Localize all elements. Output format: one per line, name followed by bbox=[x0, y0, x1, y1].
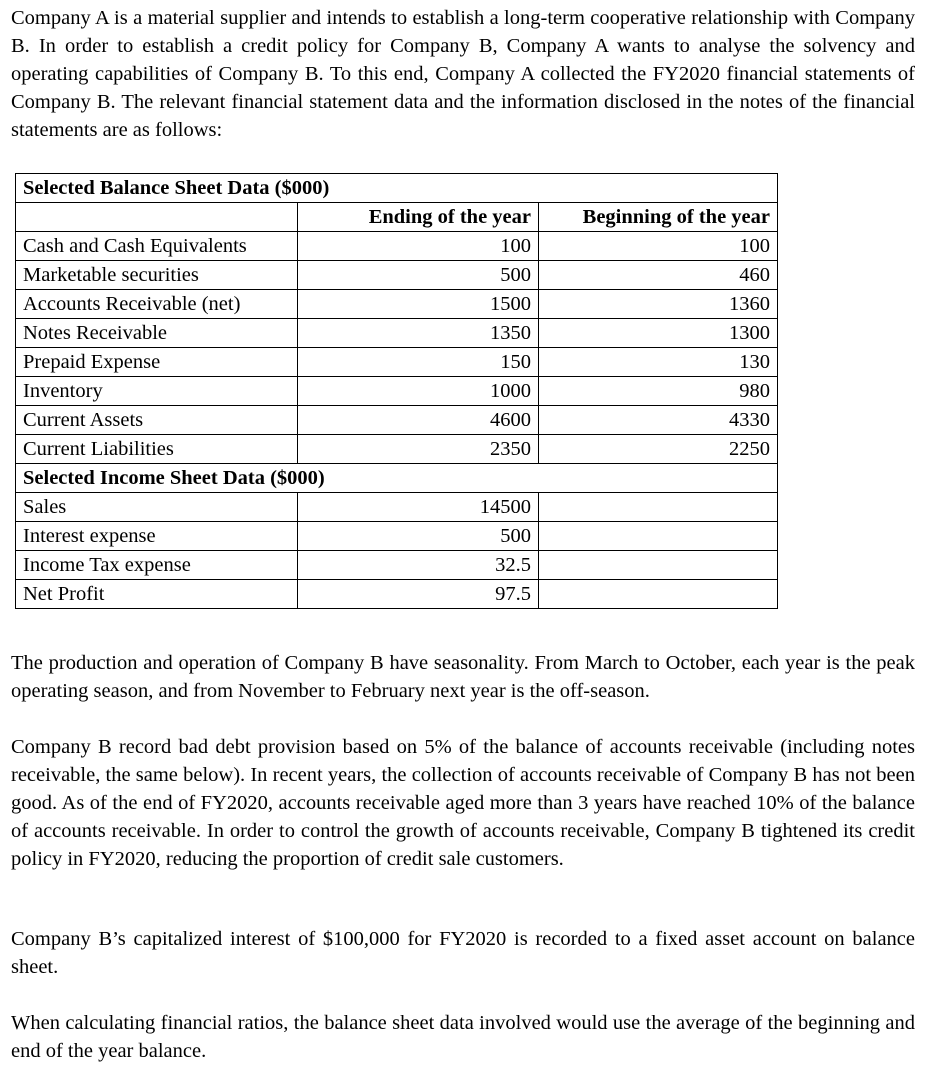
row-label: Inventory bbox=[16, 377, 298, 406]
balance-sheet-title-row bbox=[16, 174, 778, 203]
income-sheet-title-row bbox=[16, 464, 778, 493]
end-value: 4600 bbox=[298, 406, 539, 435]
table-row bbox=[16, 435, 778, 464]
row-label: Marketable securities bbox=[16, 261, 298, 290]
table-row bbox=[16, 348, 778, 377]
row-label: Notes Receivable bbox=[16, 319, 298, 348]
end-value: 150 bbox=[298, 348, 539, 377]
table-row bbox=[16, 290, 778, 319]
table-row bbox=[16, 377, 778, 406]
intro-paragraph: Company A is a material supplier and intends to establish a long-term cooperative relationship with Company B. In order to establish a credit policy for Company B, Company A wants to analyse the solvency and operating capabilities of Company B. To this end, Company A collected the FY2020 financial statements of Company B. The relevant financial statement data and the information disclosed in the notes of the financial statements are as follows: bbox=[11, 7, 915, 141]
row-label: Sales bbox=[16, 493, 298, 522]
table-row bbox=[16, 493, 778, 522]
end-value: 500 bbox=[298, 261, 539, 290]
header-blank-cell bbox=[16, 203, 298, 232]
end-value: 100 bbox=[298, 232, 539, 261]
income-value: 32.5 bbox=[298, 551, 539, 580]
income-value: 500 bbox=[298, 522, 539, 551]
begin-value: 460 bbox=[539, 261, 778, 290]
income-value: 97.5 bbox=[298, 580, 539, 609]
begin-value: 2250 bbox=[539, 435, 778, 464]
table-row bbox=[16, 319, 778, 348]
begin-value: 4330 bbox=[539, 406, 778, 435]
table-row bbox=[16, 551, 778, 580]
row-label: Cash and Cash Equivalents bbox=[16, 232, 298, 261]
row-label: Accounts Receivable (net) bbox=[16, 290, 298, 319]
income-sheet-title: Selected Income Sheet Data ($000) bbox=[16, 464, 778, 493]
bad-debt-paragraph: Company B record bad debt provision based on 5% of the balance of accounts receivable (including notes receivable, the same below). In recent years, the collection of accounts receivable of Company B has not been good. As of the end of FY2020, accounts receivable aged more than 3 years have reached 10% of the balance of accounts receivable. In order to control the growth of accounts receivable, Company B tightened its credit policy in FY2020, reducing the proportion of credit sale customers. bbox=[11, 736, 915, 870]
capitalized-interest-paragraph: Company B’s capitalized interest of $100,000 for FY2020 is recorded to a fixed asset account on balance sheet. bbox=[11, 928, 915, 978]
empty-cell bbox=[539, 580, 778, 609]
financial-data-table bbox=[15, 173, 778, 609]
row-label: Interest expense bbox=[16, 522, 298, 551]
empty-cell bbox=[539, 493, 778, 522]
row-label: Net Profit bbox=[16, 580, 298, 609]
row-label: Prepaid Expense bbox=[16, 348, 298, 377]
table-row bbox=[16, 406, 778, 435]
row-label: Current Assets bbox=[16, 406, 298, 435]
column-header-row bbox=[16, 203, 778, 232]
end-value: 1500 bbox=[298, 290, 539, 319]
seasonality-paragraph: The production and operation of Company B have seasonality. From March to October, each year is the peak operating season, and from November to February next year is the off-season. bbox=[11, 652, 915, 702]
empty-cell bbox=[539, 551, 778, 580]
begin-value: 1300 bbox=[539, 319, 778, 348]
begin-value: 980 bbox=[539, 377, 778, 406]
begin-value: 130 bbox=[539, 348, 778, 377]
table-row bbox=[16, 232, 778, 261]
begin-value: 100 bbox=[539, 232, 778, 261]
col-header-begin: Beginning of the year bbox=[539, 203, 778, 232]
row-label: Income Tax expense bbox=[16, 551, 298, 580]
empty-cell bbox=[539, 522, 778, 551]
income-value: 14500 bbox=[298, 493, 539, 522]
table-row bbox=[16, 261, 778, 290]
end-value: 1000 bbox=[298, 377, 539, 406]
table-row bbox=[16, 580, 778, 609]
table-row bbox=[16, 522, 778, 551]
row-label: Current Liabilities bbox=[16, 435, 298, 464]
end-value: 1350 bbox=[298, 319, 539, 348]
begin-value: 1360 bbox=[539, 290, 778, 319]
col-header-end: Ending of the year bbox=[298, 203, 539, 232]
end-value: 2350 bbox=[298, 435, 539, 464]
averaging-note-paragraph: When calculating financial ratios, the balance sheet data involved would use the average of the beginning and end of the year balance. bbox=[11, 1012, 915, 1062]
balance-sheet-title: Selected Balance Sheet Data ($000) bbox=[16, 174, 778, 203]
